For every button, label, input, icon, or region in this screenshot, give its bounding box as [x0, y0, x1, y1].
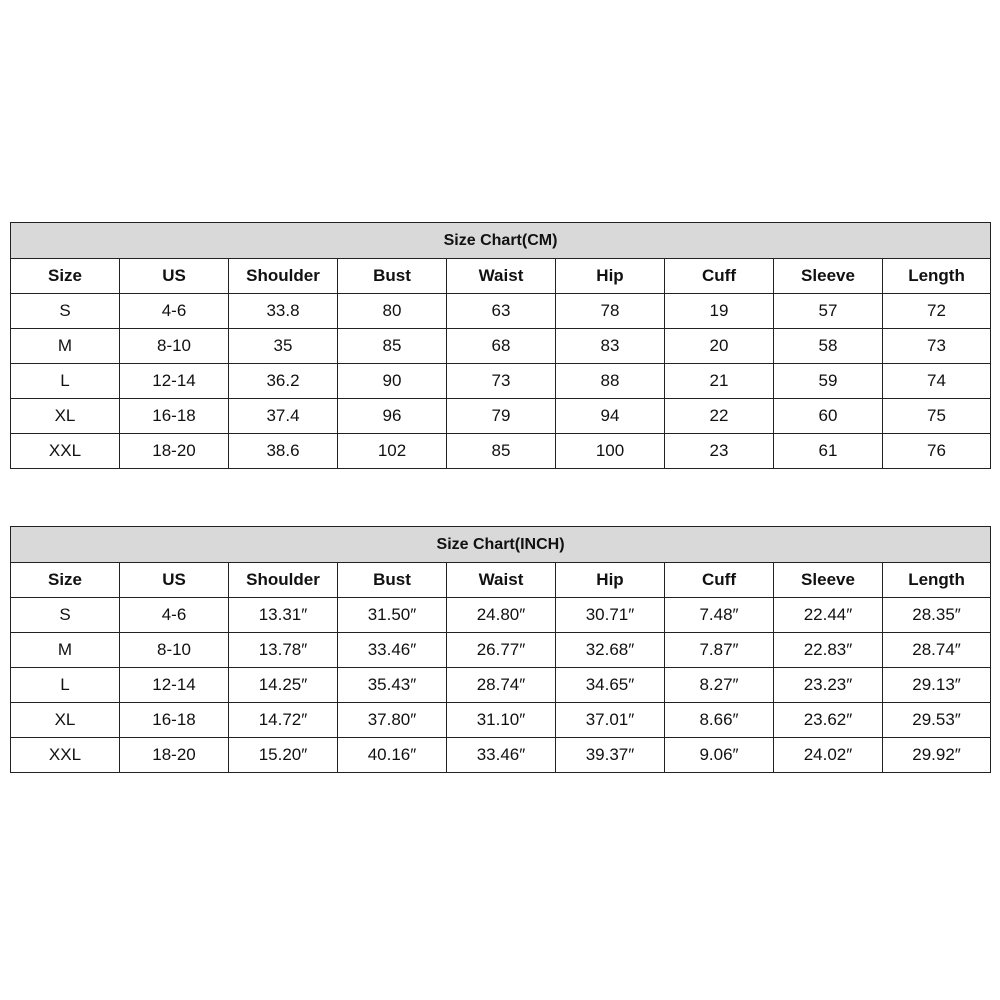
- cell-length: 72: [883, 294, 991, 329]
- table-row: [11, 294, 991, 329]
- cell-cuff: 20: [665, 329, 774, 364]
- table-header-row: [11, 259, 991, 294]
- cell-hip: 39.37″: [556, 738, 665, 773]
- cell-bust: 102: [338, 434, 447, 469]
- cell-hip: 78: [556, 294, 665, 329]
- column-header-hip: Hip: [556, 563, 665, 598]
- cell-hip: 88: [556, 364, 665, 399]
- cell-size: XXL: [11, 738, 120, 773]
- cell-hip: 37.01″: [556, 703, 665, 738]
- cell-waist: 79: [447, 399, 556, 434]
- cell-size: S: [11, 598, 120, 633]
- cell-sleeve: 23.23″: [774, 668, 883, 703]
- cell-bust: 80: [338, 294, 447, 329]
- cell-shoulder: 36.2: [229, 364, 338, 399]
- cell-bust: 40.16″: [338, 738, 447, 773]
- cell-cuff: 21: [665, 364, 774, 399]
- table-row: [11, 703, 991, 738]
- table-header-row: [11, 563, 991, 598]
- cell-shoulder: 13.31″: [229, 598, 338, 633]
- cell-sleeve: 22.44″: [774, 598, 883, 633]
- cell-us: 4-6: [120, 294, 229, 329]
- cell-sleeve: 23.62″: [774, 703, 883, 738]
- table-title: Size Chart(INCH): [11, 527, 991, 563]
- cell-cuff: 9.06″: [665, 738, 774, 773]
- cell-length: 28.74″: [883, 633, 991, 668]
- table-title-row: [11, 527, 991, 563]
- cell-waist: 33.46″: [447, 738, 556, 773]
- cell-bust: 96: [338, 399, 447, 434]
- cell-waist: 26.77″: [447, 633, 556, 668]
- table-row: [11, 738, 991, 773]
- cell-shoulder: 14.25″: [229, 668, 338, 703]
- cell-size: L: [11, 364, 120, 399]
- cell-bust: 37.80″: [338, 703, 447, 738]
- cell-length: 76: [883, 434, 991, 469]
- cell-length: 75: [883, 399, 991, 434]
- table-row: [11, 633, 991, 668]
- cell-waist: 68: [447, 329, 556, 364]
- cell-sleeve: 22.83″: [774, 633, 883, 668]
- cell-us: 8-10: [120, 329, 229, 364]
- cell-size: XL: [11, 399, 120, 434]
- cell-shoulder: 13.78″: [229, 633, 338, 668]
- cell-waist: 63: [447, 294, 556, 329]
- column-header-sleeve: Sleeve: [774, 563, 883, 598]
- cell-hip: 32.68″: [556, 633, 665, 668]
- cell-shoulder: 33.8: [229, 294, 338, 329]
- cell-cuff: 22: [665, 399, 774, 434]
- cell-size: S: [11, 294, 120, 329]
- cell-waist: 24.80″: [447, 598, 556, 633]
- table-body: [11, 294, 991, 469]
- cell-us: 12-14: [120, 668, 229, 703]
- cell-us: 18-20: [120, 434, 229, 469]
- cell-shoulder: 38.6: [229, 434, 338, 469]
- table-row: [11, 329, 991, 364]
- cell-cuff: 8.27″: [665, 668, 774, 703]
- cell-bust: 33.46″: [338, 633, 447, 668]
- cell-shoulder: 15.20″: [229, 738, 338, 773]
- cell-shoulder: 35: [229, 329, 338, 364]
- table-title-row: [11, 223, 991, 259]
- cell-length: 29.53″: [883, 703, 991, 738]
- column-header-length: Length: [883, 259, 991, 294]
- column-header-cuff: Cuff: [665, 563, 774, 598]
- cell-length: 29.13″: [883, 668, 991, 703]
- column-header-length: Length: [883, 563, 991, 598]
- cell-sleeve: 60: [774, 399, 883, 434]
- cell-sleeve: 59: [774, 364, 883, 399]
- column-header-hip: Hip: [556, 259, 665, 294]
- cell-length: 28.35″: [883, 598, 991, 633]
- cell-hip: 30.71″: [556, 598, 665, 633]
- column-header-bust: Bust: [338, 563, 447, 598]
- table-row: [11, 364, 991, 399]
- cell-hip: 83: [556, 329, 665, 364]
- column-header-cuff: Cuff: [665, 259, 774, 294]
- table-row: [11, 399, 991, 434]
- cell-waist: 28.74″: [447, 668, 556, 703]
- cell-hip: 94: [556, 399, 665, 434]
- cell-cuff: 19: [665, 294, 774, 329]
- column-header-us: US: [120, 259, 229, 294]
- cell-us: 16-18: [120, 703, 229, 738]
- cell-us: 8-10: [120, 633, 229, 668]
- column-header-waist: Waist: [447, 563, 556, 598]
- column-header-waist: Waist: [447, 259, 556, 294]
- cell-bust: 85: [338, 329, 447, 364]
- cell-sleeve: 57: [774, 294, 883, 329]
- column-header-shoulder: Shoulder: [229, 563, 338, 598]
- column-header-size: Size: [11, 563, 120, 598]
- table-row: [11, 598, 991, 633]
- cell-hip: 100: [556, 434, 665, 469]
- table-row: [11, 668, 991, 703]
- column-header-us: US: [120, 563, 229, 598]
- cell-waist: 85: [447, 434, 556, 469]
- cell-size: XXL: [11, 434, 120, 469]
- table-row: [11, 434, 991, 469]
- cell-bust: 35.43″: [338, 668, 447, 703]
- cell-size: M: [11, 329, 120, 364]
- cell-bust: 31.50″: [338, 598, 447, 633]
- cell-length: 29.92″: [883, 738, 991, 773]
- cell-cuff: 7.87″: [665, 633, 774, 668]
- cell-cuff: 23: [665, 434, 774, 469]
- cell-shoulder: 37.4: [229, 399, 338, 434]
- cell-sleeve: 24.02″: [774, 738, 883, 773]
- cell-length: 74: [883, 364, 991, 399]
- cell-waist: 31.10″: [447, 703, 556, 738]
- cell-hip: 34.65″: [556, 668, 665, 703]
- cell-size: L: [11, 668, 120, 703]
- cell-us: 18-20: [120, 738, 229, 773]
- cell-cuff: 7.48″: [665, 598, 774, 633]
- cell-us: 4-6: [120, 598, 229, 633]
- column-header-sleeve: Sleeve: [774, 259, 883, 294]
- cell-size: XL: [11, 703, 120, 738]
- cell-us: 16-18: [120, 399, 229, 434]
- table-title: Size Chart(CM): [11, 223, 991, 259]
- column-header-size: Size: [11, 259, 120, 294]
- cell-bust: 90: [338, 364, 447, 399]
- table-body: [11, 598, 991, 773]
- size-chart-cm-table: [10, 222, 991, 469]
- cell-size: M: [11, 633, 120, 668]
- cell-us: 12-14: [120, 364, 229, 399]
- cell-length: 73: [883, 329, 991, 364]
- cell-sleeve: 61: [774, 434, 883, 469]
- column-header-bust: Bust: [338, 259, 447, 294]
- column-header-shoulder: Shoulder: [229, 259, 338, 294]
- cell-cuff: 8.66″: [665, 703, 774, 738]
- cell-shoulder: 14.72″: [229, 703, 338, 738]
- cell-waist: 73: [447, 364, 556, 399]
- cell-sleeve: 58: [774, 329, 883, 364]
- size-chart-inch-table: [10, 526, 991, 773]
